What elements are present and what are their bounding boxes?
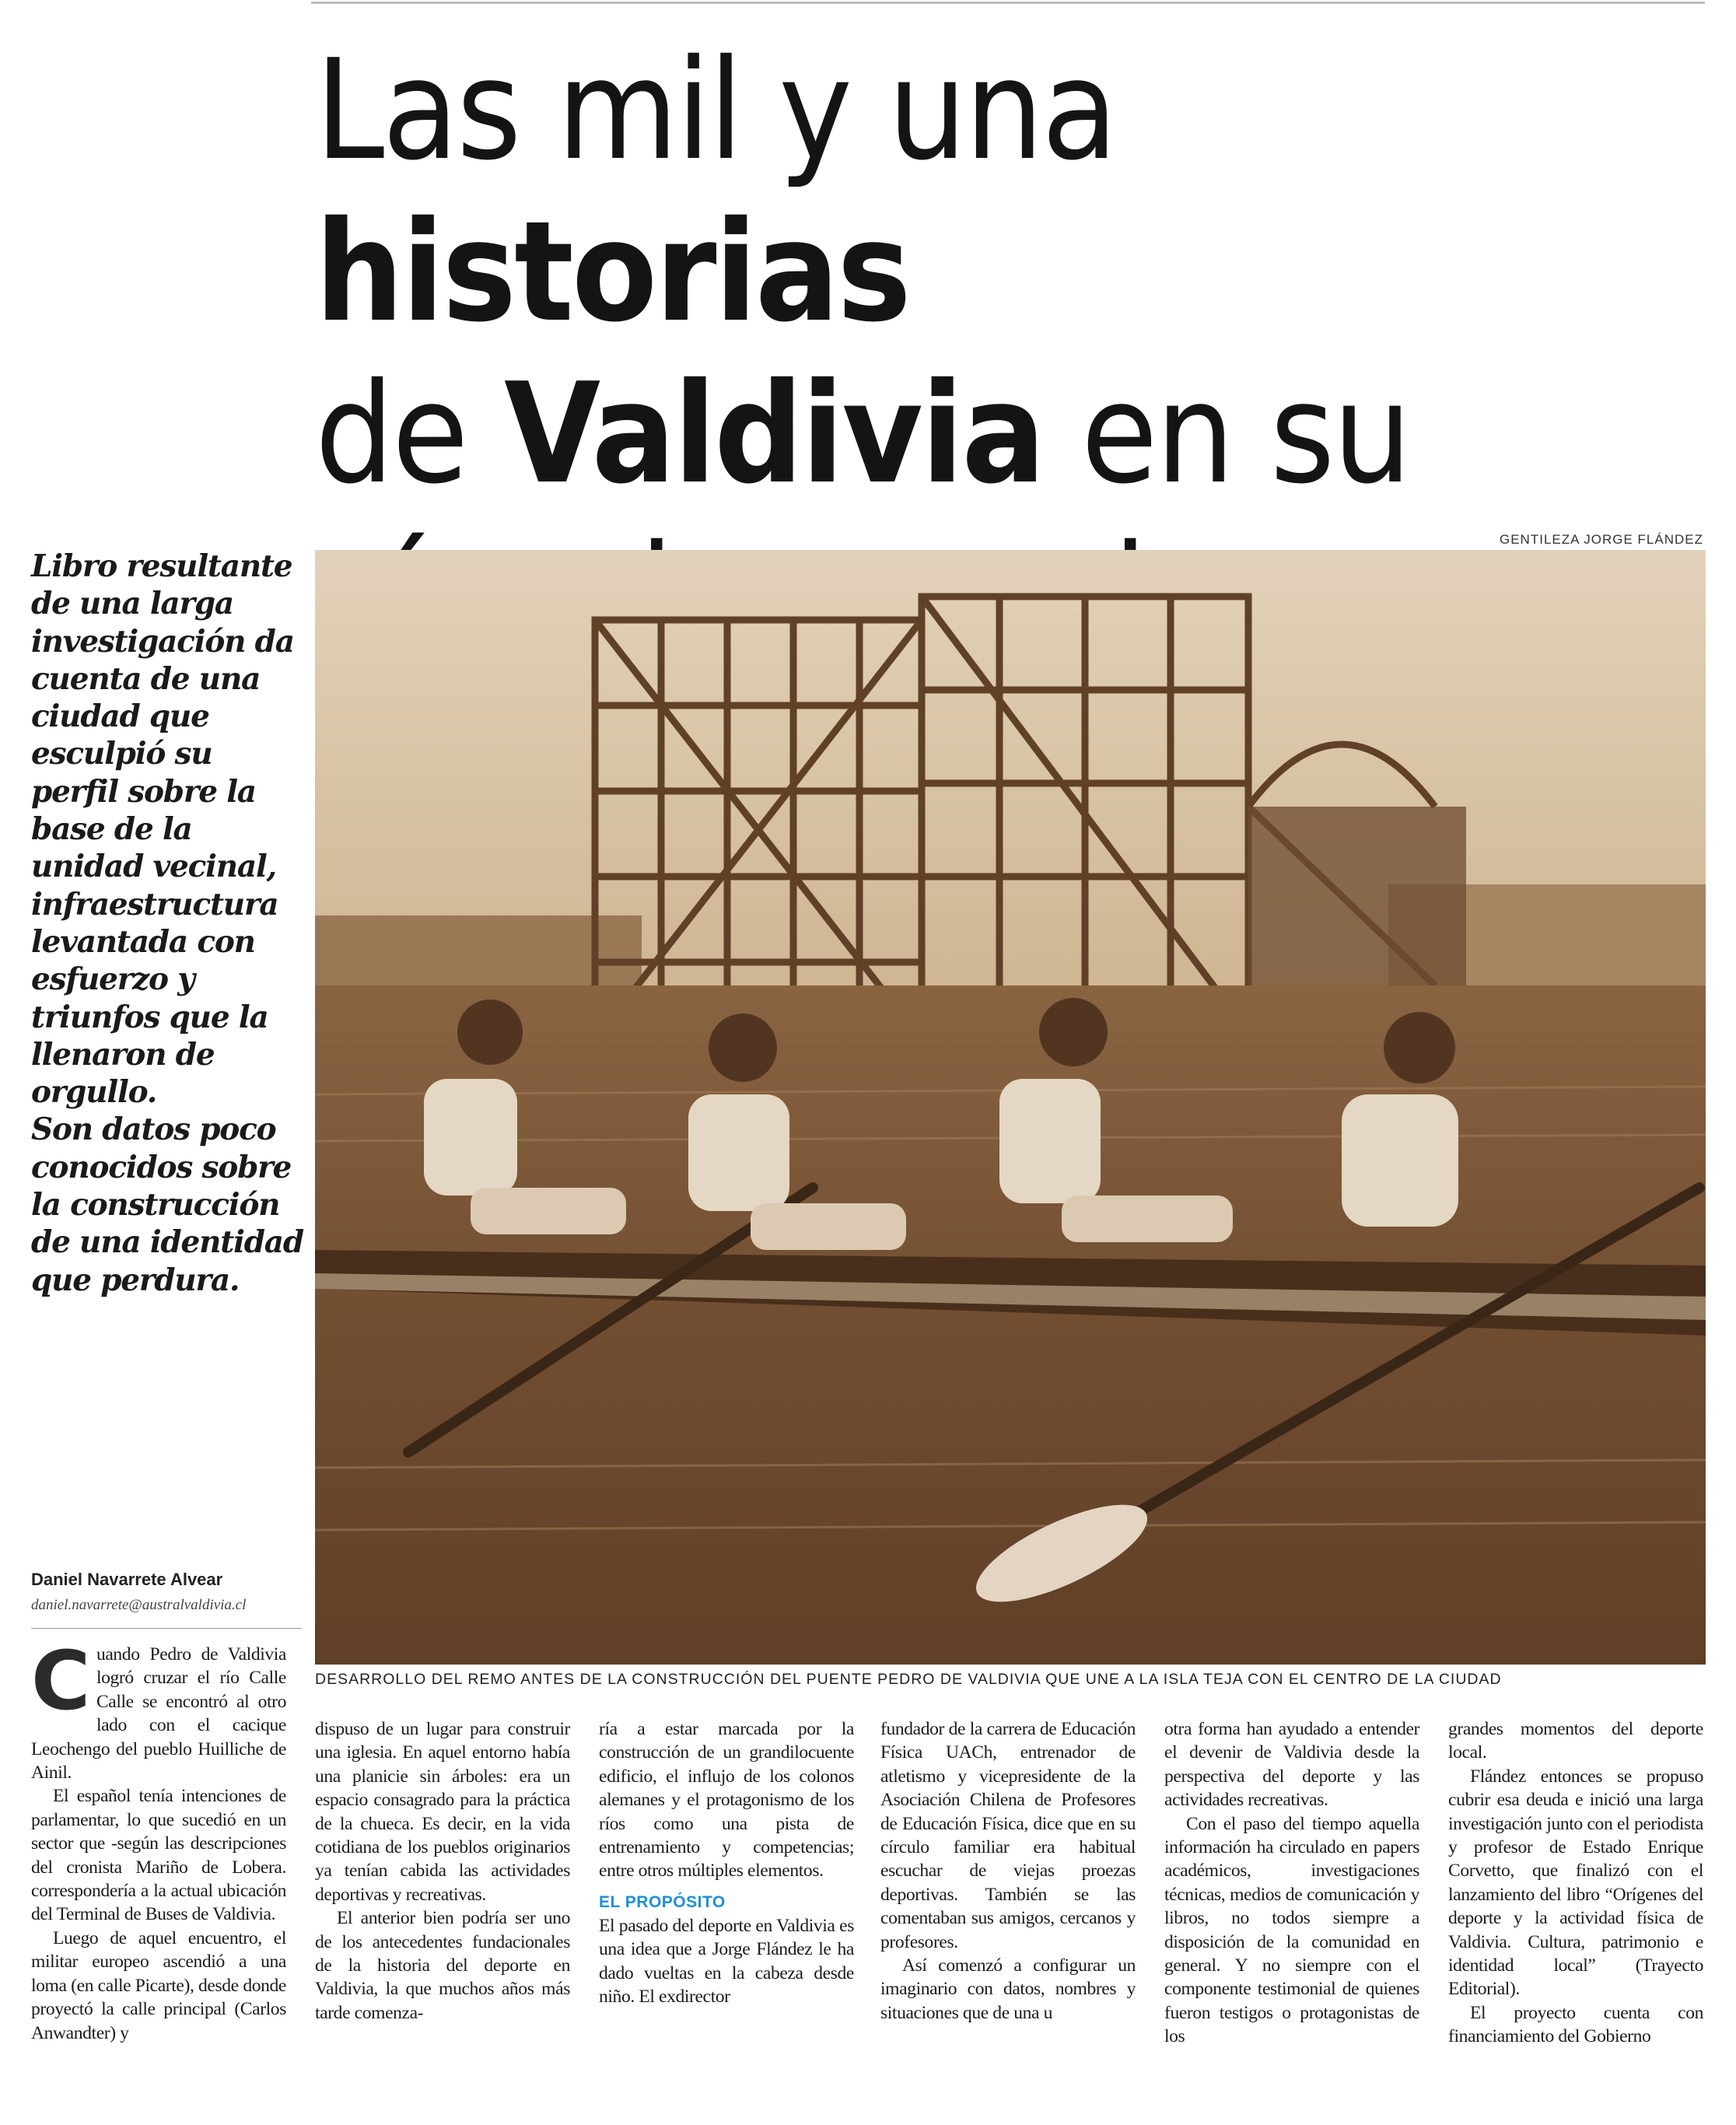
body-paragraph: ría a estar marcada por la construcción de un grandilocuente edificio, el influjo de los colonos alemanes y el protagonismo de los ríos como una pista de entrenamiento y competencias; entre otros múltiples elementos. [599, 1719, 854, 1882]
body-paragraph: El pasado del deporte en Valdivia es una idea que a Jorge Flández le ha dado vueltas en la cabeza desde niño. El exdirector [599, 1915, 854, 2008]
body-paragraph: Flández entonces se propuso cubrir esa deuda e inició una larga investigación junto con el periodista y profesor de Estado Enrique Corvetto, que finalizó con el lanzamiento del libro “Orígenes del deporte y la actividad física de Valdivia. Cultura, patrimonio e identidad local” (Trayecto Editorial). [1448, 1766, 1703, 2000]
dropcap: C [31, 1633, 90, 1728]
top-rule [311, 2, 1705, 4]
body-paragraph: Con el paso del tiempo aquella información ha circulado en papers académicos, investigaciones técnicas, medios de comunicación y libros, no todos siempre a disposición de la comunidad en general. Y no siempre con el componente testimonial de quienes fueron testigos o protagonistas de los [1164, 1813, 1419, 2047]
author-name: Daniel Navarrete Alvear [31, 1570, 223, 1589]
lead-paragraph-1: Libro resultante de una larga investigación da cuenta de una ciudad que esculpió su perfil sobre la base de la unidad vecinal, infraestructura levantada con esfuerzo y triunfos que la llenaron de orgullo. [31, 548, 294, 1111]
rowing-photo-illustration [315, 550, 1706, 1665]
body-column-4 [880, 1717, 1136, 2025]
body-paragraph: dispuso de un lugar para construir una iglesia. En aquel entorno había una planicie sin árboles: era un espacio consagrado para la práctica de la chueca. Es decir, en la vida cotidiana de los pueblos originarios ya tenían cabida las actividades deportivas y recreativas. [315, 1719, 570, 1905]
body-column-1 [31, 1633, 286, 2045]
author-email[interactable]: daniel.navarrete@australvaldivia.cl [31, 1597, 247, 1613]
lead-paragraph-2: Son datos poco conocidos sobre la construcción de una identidad que perdura. [31, 1112, 303, 1298]
byline-divider [31, 1628, 302, 1629]
body-paragraph: Así comenzó a configurar un imaginario con datos, nombres y situaciones que de una u [880, 1955, 1136, 2023]
body-paragraph: El anterior bien podría ser uno de los antecedentes fundacionales de la historia del deporte en Valdivia, la que muchos años más tarde comenza- [315, 1908, 570, 2023]
body-paragraph: El proyecto cuenta con financiamiento del Gobierno [1448, 2002, 1703, 2047]
body-paragraph: grandes momentos del deporte local. [1448, 1719, 1703, 1763]
rowing-photo [315, 550, 1706, 1665]
body-column-5 [1164, 1717, 1419, 2049]
body-paragraph: Luego de aquel encuentro, el militar europeo ascendió a una loma (en calle Picarte), desde donde proyectó la calle principal (Carlos Anwandter) y [31, 1927, 286, 2043]
photo-credit: GENTILEZA JORGE FLÁNDEZ [1500, 532, 1703, 547]
body-column-2 [315, 1717, 570, 2025]
photo-caption: DESARROLLO DEL REMO ANTES DE LA CONSTRUCCIÓN DEL PUENTE PEDRO DE VALDIVIA QUE UNE A LA ISLA TEJA CON EL CENTRO DE LA CIUDAD [315, 1671, 1502, 1688]
body-column-3 [599, 1717, 854, 2008]
body-paragraph: El español tenía intenciones de parlamentar, lo que sucedió en un sector que -según las descripciones del cronista Mariño de Lobera. correspondería a la actual ubicación del Terminal de Buses de Valdivia. [31, 1786, 286, 1925]
body-paragraph: fundador de la carrera de Educación Física UACh, entrenador de atletismo y vicepresidente de la Asociación Chilena de Profesores de Educación Física, dice que en su círculo familiar era habitual escuchar de viejas proezas deportivas. También se las comentaban sus amigos, cercanos y profesores. [880, 1719, 1136, 1952]
subhead-el-proposito: EL PROPÓSITO [599, 1892, 726, 1911]
headline-line-2: de Valdivia en su [315, 353, 1410, 514]
body-paragraph: otra forma han ayudado a entender el devenir de Valdivia desde la perspectiva del deporte y las actividades recreativas. [1164, 1719, 1419, 1811]
lead-summary [31, 548, 303, 1299]
headline-line-1: Las mil y una historias [315, 30, 1116, 352]
body-column-6 [1448, 1717, 1703, 2049]
body-paragraph: uando Pedro de Valdivia logró cruzar el río Calle Calle se encontró al otro lado con el cacique Leochengo del pueblo Huilliche de Ainil. [31, 1644, 286, 1784]
